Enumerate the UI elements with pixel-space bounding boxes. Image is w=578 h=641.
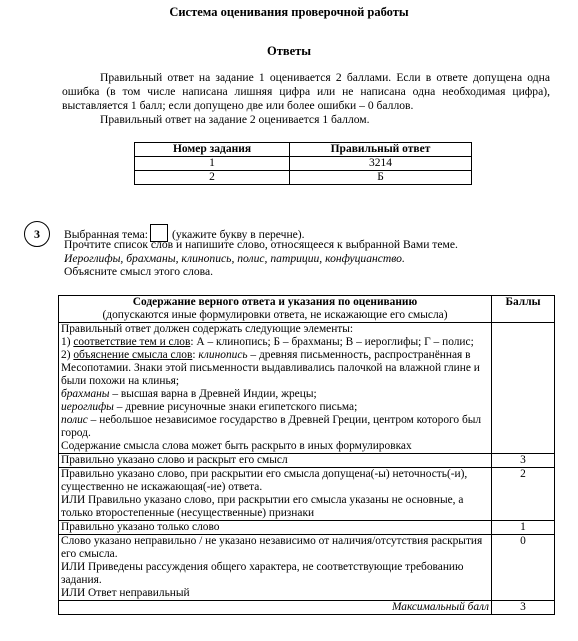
term-italic: клинопись [198,349,248,361]
intro-text [62,71,550,127]
criteria-text-line: Правильно указано слово, при раскрытии его смысла допущена(-ы) неточность(-и), существенно не искажающая(-ие) ответа. [61,468,468,493]
task-explain: Объясните смысл этого слова. [64,265,214,278]
criteria-text-line: ИЛИ Приведены рассуждения общего характера, не соответствующие требованию задания. [61,561,464,586]
table-row [135,171,472,185]
max-score-label: Максимальный балл [59,601,492,615]
criteria-row [59,521,555,535]
criteria-header-main: Содержание верного ответа и указания по оцениванию [132,296,418,308]
task-instruction: Прочтите список слов и напишите слово, относящееся к выбранной Вами теме. [64,238,458,251]
intro-paragraph-2: Правильный ответ на задание 2 оценивается 1 баллом. [100,113,370,126]
criteria-text: Правильно указано слово и раскрыт его смысл [59,454,492,468]
content-line: Содержание смысла слова может быть раскрыто в иных формулировках [61,440,412,452]
criteria-text-line: Слово указано неправильно / не указано независимо от наличия/отсутствия раскрытия его смысла. [61,535,483,560]
criteria-text-line: ИЛИ Ответ неправильный [61,587,190,599]
criteria-table [58,295,555,615]
content-underlined: объяснение смысла слов [73,349,193,361]
criteria-text [59,468,492,521]
criteria-text: Правильно указано только слово [59,521,492,535]
header-task-number: Номер задания [135,143,290,157]
criteria-content-cell [59,323,492,454]
term-italic: полис [61,414,88,426]
answers-table [134,142,472,185]
content-line [61,349,489,388]
content-line: Правильный ответ должен содержать следующие элементы: [61,323,354,335]
criteria-header-sub: (допускаются иные формулировки ответа, не искажающие его смысла) [102,309,448,321]
section-title: Ответы [266,44,312,58]
topic-letter-box[interactable] [150,224,168,242]
task-number-cell: 1 [135,157,290,171]
content-fragment: : А – клинопись; Б – брахманы; В – иероглифы; Г – полис; [190,336,474,348]
chosen-topic-hint: (укажите букву в перечне). [172,228,305,241]
answer-cell: 3214 [290,157,472,171]
content-fragment: – древняя письменность, распространённая в Месопотамии. Знаки этой письменности выдавливались палочкой на влажной глине и были похожи на клинья; [61,349,480,387]
criteria-row [59,535,555,601]
content-line [61,414,489,440]
content-fragment: 1) [61,336,74,348]
content-underlined: соответствие тем и слов [73,336,191,348]
content-fragment: – древние рисуночные знаки египетского письма; [113,401,358,413]
task-number-badge: 3 [24,221,50,247]
table-row [135,157,472,171]
criteria-header-cell [59,296,492,323]
content-line [61,401,489,414]
content-fragment: : [192,349,199,361]
points-cell [492,323,555,454]
max-score-value: 3 [492,601,555,615]
criteria-points: 1 [492,521,555,535]
criteria-points: 0 [492,535,555,601]
content-fragment: 2) [61,349,74,361]
chosen-topic-line [64,224,564,241]
max-score-row [59,601,555,615]
chosen-topic-label: Выбранная тема: [64,228,148,241]
term-italic: иероглифы [61,401,114,413]
content-fragment: – небольшое независимое государство в Древней Греции, центром которого был город. [61,414,482,439]
header-correct-answer: Правильный ответ [290,143,472,157]
criteria-points: 2 [492,468,555,521]
criteria-text [59,535,492,601]
answers-header-row [135,143,472,157]
criteria-row [59,468,555,521]
task-3-statement [64,224,564,279]
page-title: Система оценивания проверочной работы [169,5,409,19]
content-line [61,388,489,401]
answer-cell: Б [290,171,472,185]
points-header: Баллы [492,296,555,323]
term-italic: брахманы [61,388,110,400]
criteria-header-row [59,296,555,323]
task-number-cell: 2 [135,171,290,185]
content-fragment: – высшая варна в Древней Индии, жрецы; [109,388,317,400]
intro-paragraph-1: Правильный ответ на задание 1 оценивается 2 баллами. Если в ответе допущена одна ошибка (в том числе написана лишняя цифра или не написана одна необходимая цифра), выставляется 1 балл; если допущено две или более ошибки – 0 баллов. [62,71,550,112]
content-line [61,336,489,349]
criteria-text-line: ИЛИ Правильно указано слово, при раскрытии его смысла указаны не основные, а только второстепенные (несущественные) признаки [61,494,464,519]
word-list: Иероглифы, брахманы, клинопись, полис, патриции, конфуцианство. [64,251,405,265]
criteria-row [59,454,555,468]
criteria-content-row [59,323,555,454]
criteria-points: 3 [492,454,555,468]
